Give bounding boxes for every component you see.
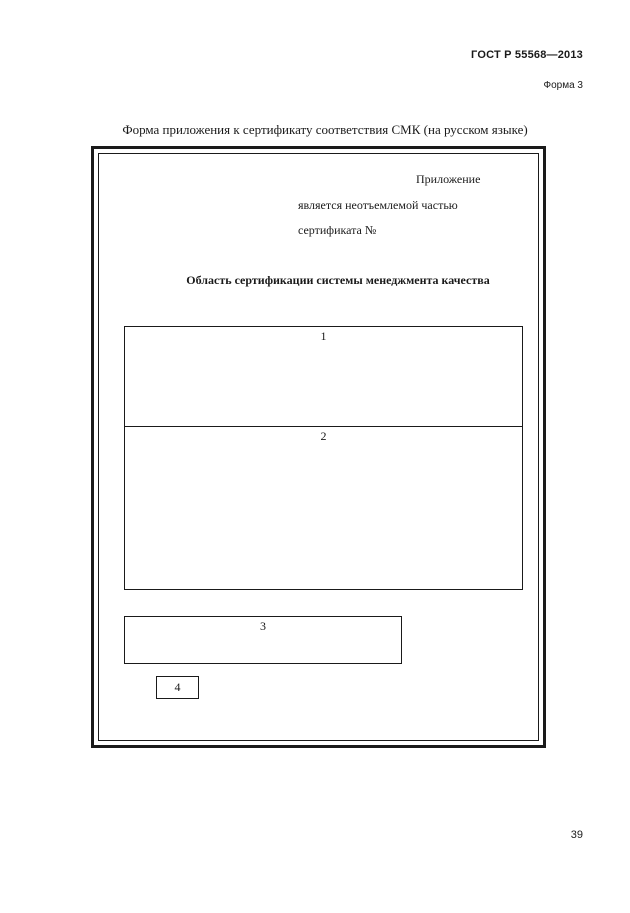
form-label: Форма 3 xyxy=(543,80,583,91)
standard-designation: ГОСТ Р 55568—2013 xyxy=(471,49,583,61)
certificate-number-text: сертификата № xyxy=(298,223,377,237)
page-number: 39 xyxy=(570,829,583,841)
field-number-3: 3 xyxy=(260,619,266,633)
field-box-1 xyxy=(124,326,523,427)
scope-title: Область сертификации системы менеджмента качества xyxy=(186,273,490,287)
form-caption: Форма приложения к сертификату соответствия СМК (на русском языке) xyxy=(122,122,528,137)
field-number-4: 4 xyxy=(174,680,181,694)
field-number-1: 1 xyxy=(320,329,327,343)
field-box-2 xyxy=(124,426,523,590)
field-number-2: 2 xyxy=(320,429,327,443)
field-box-4 xyxy=(156,676,199,699)
appendix-integral-part-text: является неотъемлемой частью xyxy=(298,198,458,212)
appendix-label: Приложение xyxy=(416,172,481,186)
field-box-3 xyxy=(124,616,402,664)
